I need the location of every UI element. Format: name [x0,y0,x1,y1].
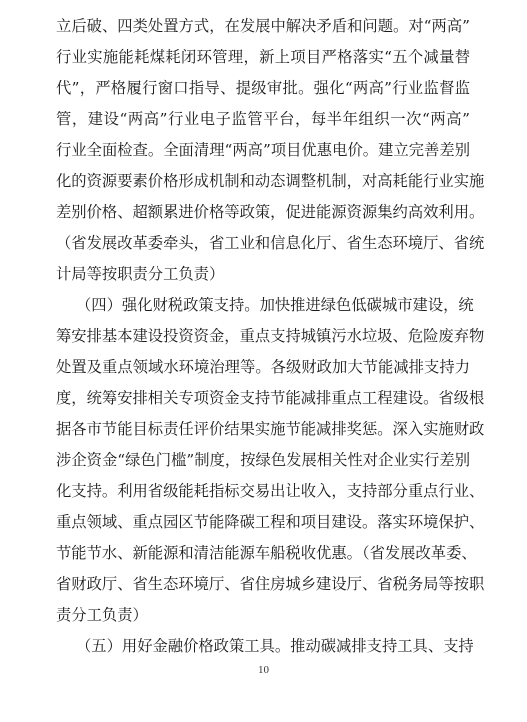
text-line: 度，统筹安排相关专项资金支持节能减排重点工程建设。省级根 [56,389,485,407]
text-line: 管，建设“两高”行业电子监管平台，每半年组织一次“两高” [56,110,470,128]
text-line: 化的资源要素价格形成机制和动态调整机制，对高耗能行业实施 [56,172,485,190]
text-line: 行业实施能耗煤耗闭环管理，新上项目严格落实“五个减量替 [56,48,470,66]
text-line: 处置及重点领域水环境治理等。各级财政加大节能减排支持力 [56,358,470,376]
text-line: 重点领域、重点园区节能降碳工程和项目建设。落实环境保护、 [56,513,485,531]
text-line: 代”，严格履行窗口指导、提级审批。强化“两高”行业监督监 [56,79,470,97]
text-line: 筹安排基本建设投资资金，重点支持城镇污水垃圾、危险废弃物 [56,327,485,345]
text-line: 行业全面检查。全面清理“两高”项目优惠电价。建立完善差别 [56,141,470,159]
section-heading-line: （五）用好金融价格政策工具。推动碳减排支持工具、支持 [76,637,474,655]
page-number: 10 [258,664,269,676]
text-line: 据各市节能目标责任评价结果实施节能减排奖惩。深入实施财政 [56,420,485,438]
text-line: 涉企资金“绿色门槛”制度，按绿色发展相关性对企业实行差别 [56,451,470,469]
text-line: 省财政厅、省生态环境厅、省住房城乡建设厅、省税务局等按职 [56,575,485,593]
text-line: 差别价格、超额累进价格等政策，促进能源资源集约高效利用。 [56,203,485,221]
text-line: 责分工负责） [56,606,148,624]
text-line: 化支持。利用省级能耗指标交易出让收入，支持部分重点行业、 [56,482,485,500]
text-line: 节能节水、新能源和清洁能源车船税收优惠。（省发展改革委、 [56,544,477,562]
text-line: 立后破、四类处置方式，在发展中解决矛盾和问题。对“两高” [56,17,470,35]
text-line: 计局等按职责分工负责） [56,265,225,283]
text-line: （省发展改革委牵头，省工业和信息化厅、省生态环境厅、省统 [56,234,485,252]
section-heading-line: （四）强化财税政策支持。加快推进绿色低碳城市建设，统 [76,296,474,314]
